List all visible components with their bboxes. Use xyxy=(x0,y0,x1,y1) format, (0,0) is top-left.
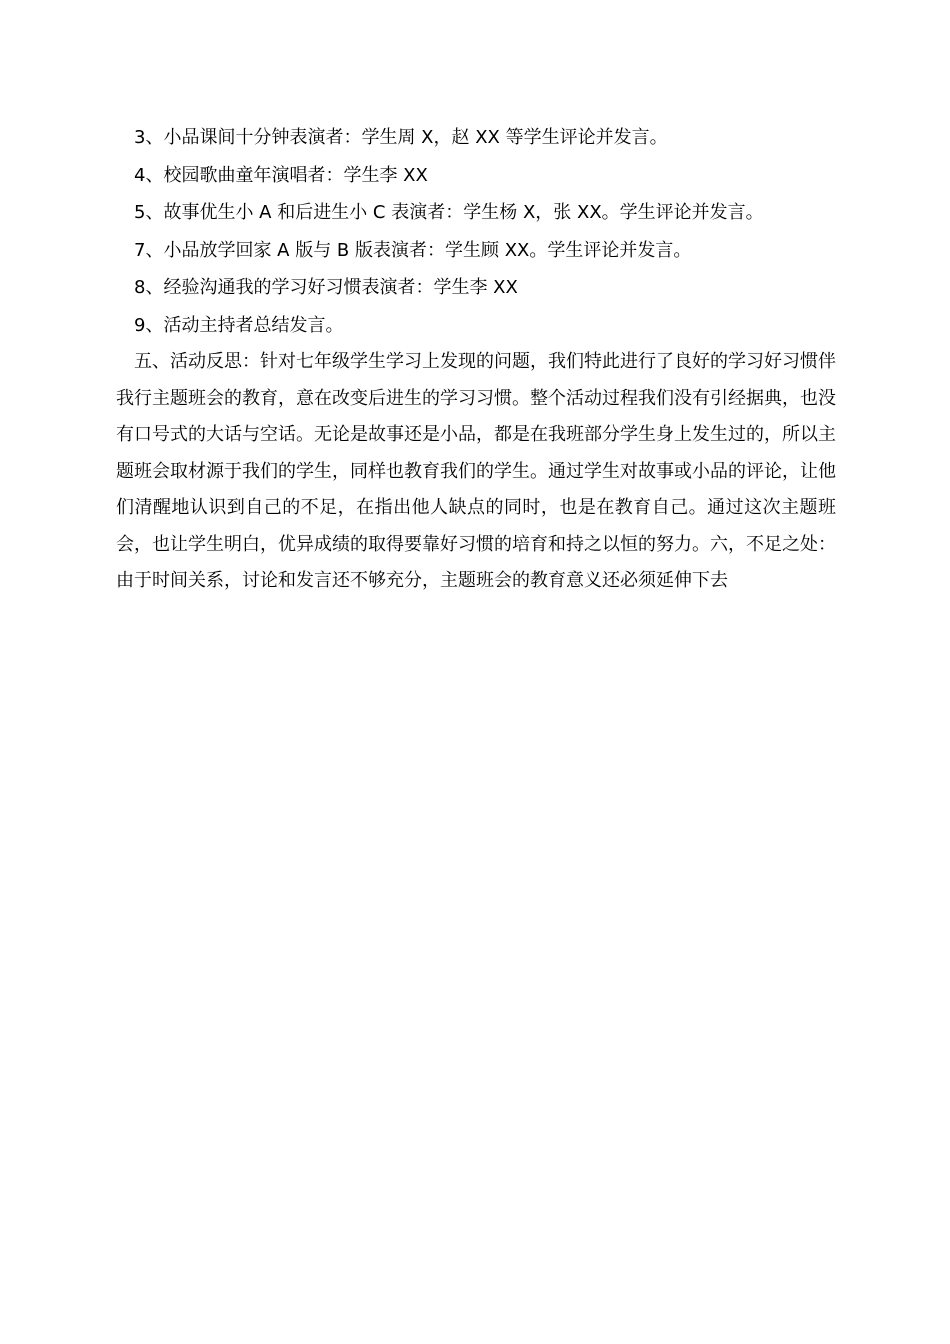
list-item: 7、小品放学回家 A 版与 B 版表演者：学生顾 XX。学生评论并发言。 xyxy=(134,239,692,261)
list-item: 4、校园歌曲童年演唱者：学生李 XX xyxy=(134,164,428,186)
list-item: 8、经验沟通我的学习好习惯表演者：学生李 XX xyxy=(134,277,518,298)
document-body xyxy=(116,119,836,600)
reflection-paragraph: 五、活动反思：针对七年级学生学习上发现的问题，我们特此进行了良好的学习好习惯伴我行主题班会的教育，意在改变后进生的学习习惯。整个活动过程我们没有引经据典，也没有口号式的大话与空话。无论是故事还是小品，都是在我班部分学生身上发生过的，所以主题班会取材源于我们的学生，同样也教育我们的学生。通过学生对故事或小品的评论，让他们清醒地认识到自己的不足，在指出他人缺点的同时，也是在教育自己。通过这次主题班会，也让学生明白，优异成绩的取得要靠好习惯的培育和持之以恒的努力。六，不足之处：由于时间关系，讨论和发言还不够充分，主题班会的教育意义还必须延伸下去 xyxy=(116,351,836,591)
list-item: 9、活动主持者总结发言。 xyxy=(134,314,344,336)
list-item: 3、小品课间十分钟表演者：学生周 X，赵 XX 等学生评论并发言。 xyxy=(134,127,668,148)
list-item: 5、故事优生小 A 和后进生小 C 表演者：学生杨 X，张 XX。学生评论并发言。 xyxy=(134,202,764,223)
